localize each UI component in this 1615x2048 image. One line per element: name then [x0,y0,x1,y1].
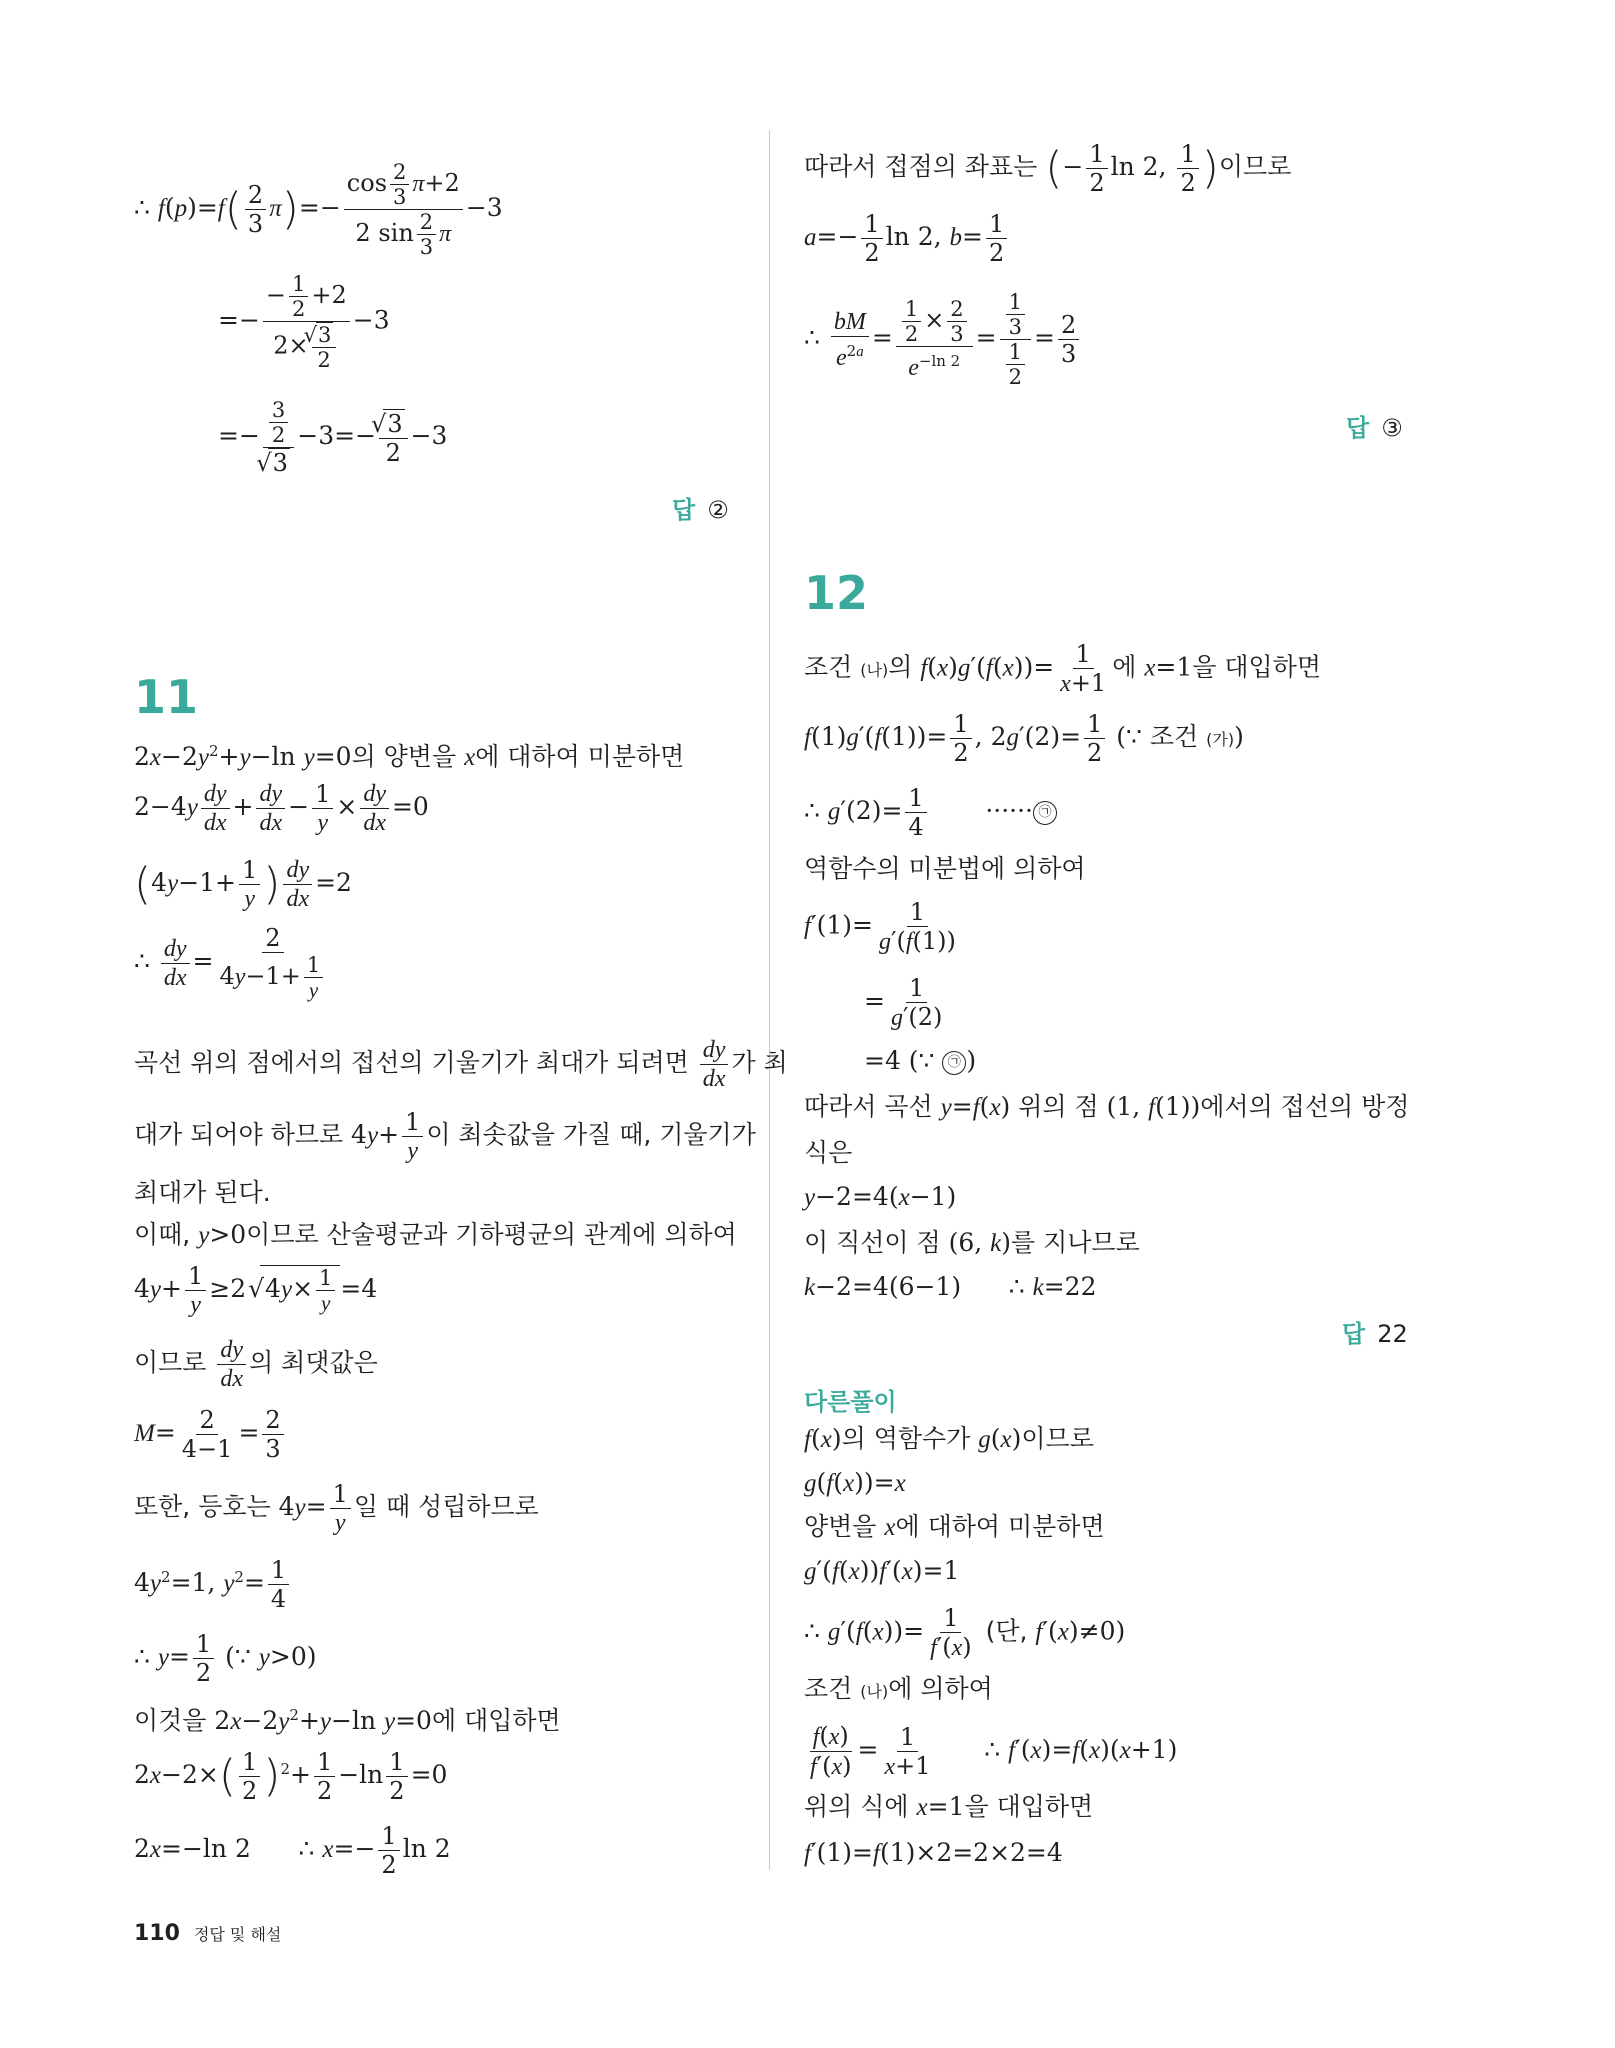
q11-x: 2x=−ln 2 ∴ x=− $\frac{1}{2}$ ln 2 [134,1822,451,1879]
q11-substitute: 2x−2×( $\frac{1}{2}$ )$^2$+ $\frac{1}{2}$ −ln $\frac{1}{2}$ =0 [134,1748,448,1805]
eq-f-p: ∴ f(p)=f( $\frac{2}{3}$ π)=− cos $\frac{2}{3}$ π+2 2 sin $\frac{2}{3}$ π −3 [134,160,503,259]
q12-line7: 이 직선이 점 (6, k)를 지나므로 [804,1228,1140,1257]
alt-line9: f′(1)=f(1)×2=2×2=4 [804,1838,1063,1867]
alt-line8: 위의 식에 x=1을 대입하면 [804,1792,1094,1821]
page-number: 110 [134,1921,180,1946]
q12-line3: ∴ g′(2)= $\frac{1}{4}$ ······ ㉠ [804,784,1057,841]
answer-value: ② [707,496,729,524]
answer-value: 22 [1377,1320,1408,1348]
q11-text6: 이므로 $\frac{dy}{dx}$ 의 최댓값은 [134,1337,378,1392]
answer-value: ③ [1381,414,1403,442]
q11-y: ∴ y= $\frac{1}{2}$ (∵ y>0) [134,1630,317,1687]
q11-amgm: 4y+ $\frac{1}{y}$ ≥2√ 4y× $\frac{1}{y}$ =4 [134,1262,377,1319]
q11-text5: 이때, y>0이므로 산술평균과 기하평균의 관계에 의하여 [134,1220,737,1249]
q12-line6: 식은 [804,1138,853,1167]
page-footer [134,1921,281,1946]
q11-text4: 최대가 된다. [134,1178,271,1207]
column-divider [769,130,770,1870]
q11-factor: (4y−1+ $\frac{1}{y}$ ) $\frac{dy}{dx}$ =2 [134,856,352,912]
q12-tangent: y−2=4(x−1) [804,1182,957,1211]
alt-line5: ∴ g′(f(x))= $\frac{1}{f'(x)}$ (단, f′(x)≠0) [804,1604,1126,1661]
r-tangent-point: 따라서 접점의 좌표는 (− $\frac{1}{2}$ ln 2, $\frac{1}{2}$ )이므로 [804,140,1292,197]
eq-step2: =− − $\frac{1}{2}$ +2 2× √ $\frac{3}{2}$ −3 [218,272,390,372]
q12-line2: f(1)g′(f(1))= $\frac{1}{2}$ , 2g′(2)= $\frac{1}{2}$ (∵ 조건 (가)) [804,710,1244,767]
q12-fprime2: = $\frac{1}{g'(2)}$ [864,974,943,1031]
alt-line2: g(f(x))=x [804,1468,906,1497]
alt-line4: g′(f(x))f′(x)=1 [804,1556,960,1585]
footer-section: 정답 및 해설 [193,1925,282,1944]
r-bm-result: ∴ $\frac{bM}{e^{2a}}$ = $\frac{1}{2}$ × $\frac{2}{3}$ $e^{-ln 2}$ = $\frac{\frac{1}{3}}{\frac{1}{2}}$ = $\frac{2}{3}$ [804,290,1082,389]
alt-line6: 조건 (나)에 의하여 [804,1674,993,1703]
q11-text3: 대가 되어야 하므로 4y+ $\frac{1}{y}$ 이 최솟값을 가질 때, 기울기가 [134,1108,756,1164]
answer-q10-right [1346,408,1403,443]
q12-fprime3: =4 (∵ ㉠ ) [864,1046,977,1075]
q12-k: k−2=4(6−1) ∴ k=22 [804,1272,1097,1301]
eq-step3: =− $\frac{3}{2}$ √ 3 −3=− √ $\frac{3}{2}$ −3 [218,398,447,477]
answer-q12 [1342,1314,1408,1349]
q11-max: M= $\frac{2}{4-1}$ = $\frac{2}{3}$ [134,1406,287,1463]
q11-dydx: ∴ $\frac{dy}{dx}$ = 2 4y−1+ $\frac{1}{y}$ [134,924,332,1002]
alt-line3: 양변을 x에 대하여 미분하면 [804,1512,1105,1541]
answer-label: 답 [1346,414,1370,442]
q11-text2: 곡선 위의 점에서의 접선의 기울기가 최대가 되려면 $\frac{dy}{dx}$ 가 최 [134,1037,788,1092]
q12-line5: 따라서 곡선 y=f(x) 위의 점 (1, f(1))에서의 접선의 방정 [804,1092,1410,1121]
q12-fprime1: f′(1)= $\frac{1}{g'(f(1))}$ [804,898,956,955]
alt-line1: f(x)의 역함수가 g(x)이므로 [804,1424,1094,1453]
q12-line4: 역함수의 미분법에 의하여 [804,854,1086,883]
r-ab: a=− $\frac{1}{2}$ ln 2, b= $\frac{1}{2}$ [804,210,1010,267]
question-number-12: 12 [804,566,869,620]
alt-solution-title: 다른풀이 [804,1388,897,1416]
q11-text7: 또한, 등호는 4y= $\frac{1}{y}$ 일 때 성립하므로 [134,1480,539,1536]
answer-q10 [672,490,729,525]
answer-label: 답 [1342,1320,1366,1348]
q11-diff: 2−4y $\frac{dy}{dx}$ + $\frac{dy}{dx}$ − $\frac{1}{y}$ × $\frac{dy}{dx}$ =0 [134,780,429,836]
q11-line1: $2x-2y^2+y-\ln$ y=0의 양변을 x에 대하여 미분하면 [134,742,685,771]
q12-line1: 조건 (나)의 f(x)g′(f(x))= $\frac{1}{x+1}$ 에 x=1을 대입하면 [804,640,1321,697]
alt-line7: $\frac{f(x)}{f'(x)}$ = $\frac{1}{x+1}$ ∴ f′(x)=f(x)(x+1) [810,1722,1178,1780]
answer-label: 답 [672,496,696,524]
q11-text8: 이것을 $2x-2y^2+y-\ln$ y=0에 대입하면 [134,1706,561,1735]
question-number-11: 11 [134,670,199,724]
q11-y2: $4y^2=1$, $y^2=$ $\frac{1}{4}$ [134,1556,292,1613]
circle-label: ㉠ [1033,801,1057,825]
